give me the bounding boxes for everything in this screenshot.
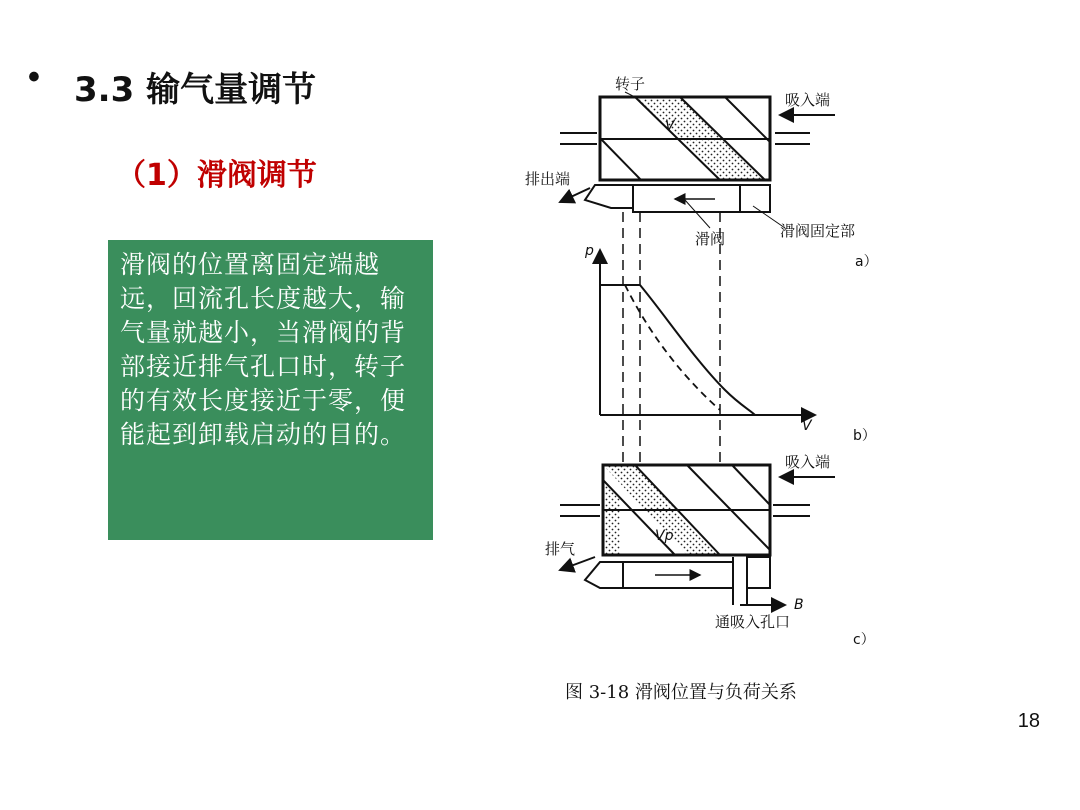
figure-part-c (545, 453, 875, 648)
suction-label-c: 吸入端 (785, 453, 831, 471)
figure-part-a (525, 75, 878, 270)
exhaust-label: 排气 (545, 540, 576, 558)
section-title: 3.3 输气量调节 (74, 70, 317, 110)
p-axis-label: p (585, 243, 594, 259)
bullet-marker: • (28, 58, 40, 96)
slide-valve-c (585, 557, 770, 605)
rotor-a (600, 97, 770, 180)
volume-label-c: Vp (655, 528, 674, 544)
slide-valve-label: 滑阀 (695, 230, 726, 248)
volume-label-a: V (665, 118, 675, 134)
b-label: B (794, 597, 804, 613)
v-axis-label: V (802, 418, 812, 434)
explanation-box: 滑阀的位置离固定端越远，回流孔长度越大，输气量就越小，当滑阀的背部接近排气孔口时，转子的有效长度接近于零，便能起到卸载启动的目的。 (108, 240, 433, 540)
suction-label-a: 吸入端 (785, 91, 831, 109)
port-label: 通吸入孔口 (715, 613, 791, 631)
exhaust-arrow (560, 557, 595, 570)
part-a-tag: a） (855, 254, 878, 270)
page-number: 18 (1017, 710, 1040, 732)
part-b-tag: b） (853, 428, 876, 444)
sub-title: （1）滑阀调节 (116, 158, 317, 193)
figure-part-b (584, 243, 876, 444)
part-c-tag: c） (853, 632, 875, 648)
compression-curve (640, 285, 755, 415)
rotor-label: 转子 (615, 75, 646, 93)
rotor-c (603, 465, 770, 555)
slide-valve-diagram (515, 60, 895, 660)
fixed-part-label: 滑阀固定部 (780, 222, 856, 240)
discharge-label: 排出端 (525, 170, 571, 188)
figure-caption: 图 3-18 滑阀位置与负荷关系 (565, 682, 797, 703)
